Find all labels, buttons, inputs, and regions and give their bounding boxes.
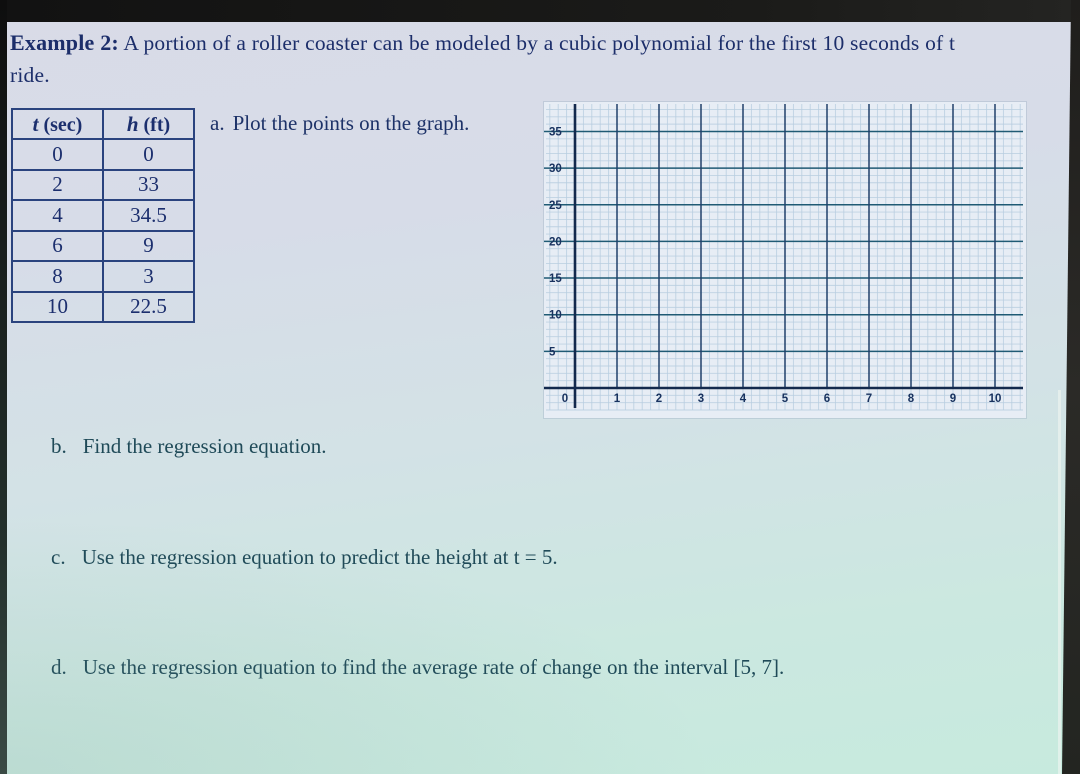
question-text: Find the regression equation.	[82, 434, 327, 458]
title-line1	[10, 27, 1066, 59]
question-label: a.	[210, 111, 225, 135]
table-row	[12, 261, 194, 292]
svg-text:7: 7	[865, 393, 873, 405]
svg-text:15: 15	[549, 273, 562, 286]
svg-text:10: 10	[988, 393, 1002, 405]
table-cell: 3	[103, 261, 194, 292]
question-label: b.	[51, 434, 67, 458]
svg-text:1: 1	[613, 393, 621, 405]
title-prefix: Example 2:	[10, 30, 119, 55]
table-row	[12, 139, 194, 170]
svg-text:25: 25	[549, 199, 562, 212]
svg-text:9: 9	[949, 393, 957, 405]
question-text: Use the regression equation to predict the height at t = 5.	[81, 545, 558, 569]
table-row	[12, 200, 194, 231]
svg-text:20: 20	[549, 236, 562, 249]
table-cell: 22.5	[103, 292, 194, 323]
table-cell: 2	[12, 170, 103, 201]
top-bezel	[0, 0, 1080, 22]
table-cell: 34.5	[103, 200, 194, 231]
table-header-cell: h (ft)	[103, 109, 194, 139]
title-line1-rest: A portion of a roller coaster can be modeled by a cubic polynomial for the first 10 seconds of t	[118, 31, 956, 55]
question-d	[51, 655, 784, 680]
table-row	[12, 292, 194, 323]
paper-edge-highlight	[1058, 390, 1061, 774]
table-row	[12, 231, 194, 262]
table-cell: 6	[12, 231, 103, 262]
question-label: d.	[51, 655, 67, 679]
problem-title	[10, 27, 1066, 91]
svg-text:2: 2	[655, 393, 663, 405]
svg-text:6: 6	[823, 393, 831, 405]
left-bezel	[0, 0, 7, 774]
question-c	[51, 545, 558, 570]
table-cell: 9	[103, 231, 194, 262]
svg-text:10: 10	[549, 309, 562, 322]
graph	[544, 102, 1026, 418]
question-text: Use the regression equation to find the average rate of change on the interval [5, 7].	[82, 655, 785, 679]
question-a	[210, 111, 469, 136]
table-header-row	[12, 109, 194, 139]
question-text: Plot the points on the graph.	[232, 111, 470, 135]
svg-text:5: 5	[781, 393, 789, 405]
svg-text:3: 3	[697, 393, 705, 405]
table-header-cell: t (sec)	[12, 109, 103, 139]
svg-text:8: 8	[907, 393, 915, 405]
question-label: c.	[51, 545, 66, 569]
svg-text:5: 5	[549, 346, 556, 359]
table-cell: 0	[103, 139, 194, 170]
question-b	[51, 434, 327, 459]
graph-grid	[544, 102, 1026, 418]
table-cell: 4	[12, 200, 103, 231]
table-cell: 0	[12, 139, 103, 170]
table-cell: 33	[103, 170, 194, 201]
table-cell: 8	[12, 261, 103, 292]
svg-text:35: 35	[549, 126, 562, 139]
right-bezel	[1062, 0, 1080, 774]
title-line2: ride.	[10, 63, 50, 87]
table-row	[12, 170, 194, 201]
table-body	[12, 139, 194, 322]
svg-text:30: 30	[549, 163, 562, 176]
svg-text:0: 0	[561, 393, 569, 405]
data-table	[11, 108, 195, 323]
svg-text:4: 4	[739, 393, 747, 405]
table-cell: 10	[12, 292, 103, 323]
